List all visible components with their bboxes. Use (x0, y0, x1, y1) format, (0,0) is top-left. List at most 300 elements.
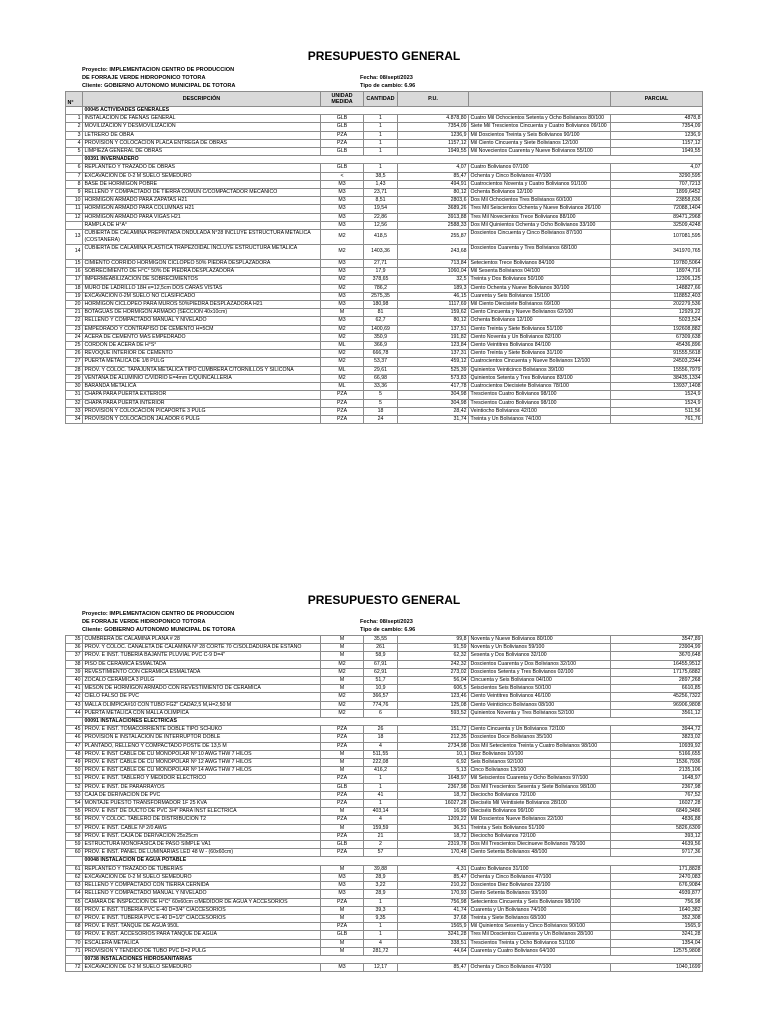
row-number: 36 (66, 644, 83, 652)
col-description-header: DESCRIPCIÓN (83, 92, 321, 107)
row-description: EXCAVACION DE 0-2 M SUELO SEMEDURO (83, 873, 321, 881)
row-number: 58 (66, 832, 83, 840)
row-unit-price: 32,5 (398, 276, 469, 284)
row-partial: 10939,92 (611, 742, 703, 750)
row-quantity: 6 (364, 709, 398, 717)
row-unit: GLB (321, 783, 364, 791)
row-number: 20 (66, 301, 83, 309)
row-number: 9 (66, 189, 83, 197)
table-row (66, 890, 703, 898)
row-unit: PZA (321, 391, 364, 399)
row-quantity: 22,86 (364, 213, 398, 221)
row-quantity: 2575,35 (364, 292, 398, 300)
table-row (66, 898, 703, 906)
row-number: 35 (66, 636, 83, 644)
row-price-literal: Veintiocho Bolivianos 42/100 (469, 407, 611, 415)
row-unit-price: 123,46 (398, 693, 469, 701)
row-partial: 4,07 (611, 164, 703, 172)
row-unit: M (321, 824, 364, 832)
row-partial: 2897,268 (611, 677, 703, 685)
row-price-literal: Quinientos Veinticinco Bolivianos 39/100 (469, 366, 611, 374)
row-price-literal: Doscientos Setenta y Tres Bolivianos 02/100 (469, 668, 611, 676)
row-number: 66 (66, 906, 83, 914)
table-row (66, 276, 703, 284)
row-price-literal: Diez Bolivianos 10/100 (469, 750, 611, 758)
row-unit-price: 16027,28 (398, 800, 469, 808)
row-unit-price: 170,48 (398, 849, 469, 857)
row-number: 44 (66, 709, 83, 717)
col-num-header: N° (66, 92, 83, 107)
table-row (66, 775, 703, 783)
row-quantity: 39,3 (364, 906, 398, 914)
row-quantity: 1 (364, 775, 398, 783)
row-number: 46 (66, 734, 83, 742)
row-price-literal: Tres Mil Seiscientos Ochenta y Nueve Bolivianos 26/100 (469, 205, 611, 213)
row-price-literal: Ochenta y Cinco Bolivianos 47/100 (469, 873, 611, 881)
row-unit: M2 (321, 245, 364, 260)
row-unit: M2 (321, 358, 364, 366)
row-number: 33 (66, 407, 83, 415)
row-quantity: 41 (364, 791, 398, 799)
row-unit-price: 1060,04 (398, 268, 469, 276)
row-quantity: 1 (364, 115, 398, 123)
section-title: 00091 INSTALACIONES ELECTRICAS (83, 718, 703, 726)
row-unit: PZA (321, 734, 364, 742)
row-number: 62 (66, 873, 83, 881)
row-description: PROV. E INST. TUBERIA BAJANTE PLUVIAL PVC C-9 D=4" (83, 652, 321, 660)
row-number (66, 857, 83, 865)
row-description: MONTAJE PUESTO TRANSFORMADOR 1F 25 KVA (83, 800, 321, 808)
row-unit: M2 (321, 325, 364, 333)
row-partial: 4878,8 (611, 115, 703, 123)
row-description: MESON DE HORMIGON ARMADO CON REVESTIMIENTO DE CERAMICA (83, 685, 321, 693)
row-unit-price: 28,42 (398, 407, 469, 415)
row-number: 27 (66, 358, 83, 366)
row-description: REPLANTEO Y TRAZADO DE TUBERIAS (83, 865, 321, 873)
row-partial: 3823,02 (611, 734, 703, 742)
row-price-literal: Tres Mil Doscientos Cuarenta y Un Bolivianos 28/100 (469, 931, 611, 939)
row-quantity: 27,71 (364, 260, 398, 268)
section-title: 00048 INSTALACION DE AGUA POTABLE (83, 857, 703, 865)
table-row (66, 317, 703, 325)
row-description: EXCAVACION DE 0-2 M SUELO SEMEDURO (83, 172, 321, 180)
row-price-literal: Cuatro Bolivianos 07/100 (469, 164, 611, 172)
row-number (66, 955, 83, 963)
row-number: 54 (66, 800, 83, 808)
row-price-literal: Doscientos Doce Bolivianos 35/100 (469, 734, 611, 742)
row-price-literal: Treinta y Dos Bolivianos 50/100 (469, 276, 611, 284)
row-unit-price: 1648,97 (398, 775, 469, 783)
row-quantity: 261 (364, 644, 398, 652)
row-unit-price: 593,52 (398, 709, 469, 717)
row-price-literal: Ciento Treinta y Siete Bolivianos 51/100 (469, 325, 611, 333)
row-number: 25 (66, 342, 83, 350)
table-row (66, 415, 703, 423)
row-quantity: 3,22 (364, 882, 398, 890)
row-number: 42 (66, 693, 83, 701)
row-number: 5 (66, 148, 83, 156)
row-number: 71 (66, 947, 83, 955)
row-price-literal: Ciento Ochenta y Nueve Bolivianos 30/100 (469, 284, 611, 292)
section-row (66, 156, 703, 164)
row-quantity: 159,59 (364, 824, 398, 832)
row-description: CORDON DE ACERA DE H°S° (83, 342, 321, 350)
row-price-literal: Cuatro Mil Ochocientos Setenta y Ocho Bolivianos 80/100 (469, 115, 611, 123)
row-unit: PZA (321, 791, 364, 799)
row-price-literal: Mil Seiscientos Cuarenta y Ocho Bolivianos 97/100 (469, 775, 611, 783)
section-title: 00738 INSTALACIONES HIDROSANITARIAS (83, 955, 703, 963)
table-row (66, 816, 703, 824)
row-description: PISO DE CERAMICA ESMALTADA (83, 660, 321, 668)
row-number: 21 (66, 309, 83, 317)
row-partial: 12575,9808 (611, 947, 703, 955)
row-partial: 5826,6309 (611, 824, 703, 832)
row-price-literal: Cuatrocientos Noventa y Cuatro Bolivianos 91/100 (469, 180, 611, 188)
row-partial: 118852,403 (611, 292, 703, 300)
row-unit-price: 123,84 (398, 342, 469, 350)
row-description: PROVISION Y COLOCACION JALADOR 6 PULG (83, 415, 321, 423)
row-description: CHAPA PARA PUERTA EXTERIOR (83, 391, 321, 399)
row-description: PUERTA METALICA CON MALLA OLIMPICA (83, 709, 321, 717)
row-price-literal: Trescientos Treinta y Ocho Bolivianos 51/100 (469, 939, 611, 947)
row-partial: 3670,648 (611, 652, 703, 660)
row-unit-price: 85,47 (398, 873, 469, 881)
table-row (66, 939, 703, 947)
row-price-literal: Ochenta y Cinco Bolivianos 47/100 (469, 172, 611, 180)
table-row (66, 383, 703, 391)
row-partial: 707,7213 (611, 180, 703, 188)
row-description: PROV. E INST. TABLERO Y MEDIDOR ELECTRICO (83, 775, 321, 783)
section-row (66, 857, 703, 865)
row-partial: 1524,9 (611, 391, 703, 399)
table-row (66, 791, 703, 799)
row-unit: M2 (321, 660, 364, 668)
row-unit: M (321, 865, 364, 873)
row-unit: M (321, 652, 364, 660)
row-description: PROV. E INST. CABLE Nº 2/0 AWG (83, 824, 321, 832)
row-unit: M (321, 939, 364, 947)
row-description: PROV. E INST. DE PARARRAYOS (83, 783, 321, 791)
row-number: 63 (66, 882, 83, 890)
row-quantity: 180,98 (364, 301, 398, 309)
row-number: 28 (66, 366, 83, 374)
row-unit-price: 1236,9 (398, 131, 469, 139)
row-unit: M3 (321, 221, 364, 229)
table-row (66, 882, 703, 890)
row-unit-price: 10,1 (398, 750, 469, 758)
row-unit-price: 80,12 (398, 317, 469, 325)
table-row (66, 180, 703, 188)
row-price-literal: Cuatrocientos Cincuenta y Nueve Bolivianos 12/100 (469, 358, 611, 366)
exchange-rate-line: Tipo de cambio: 6.96 (360, 627, 416, 633)
row-number: 69 (66, 931, 83, 939)
row-unit: M3 (321, 180, 364, 188)
row-price-literal: Cinco Bolivianos 13/100 (469, 767, 611, 775)
row-partial: 1354,04 (611, 939, 703, 947)
row-price-literal: Treinta y Seis Bolivianos 51/100 (469, 824, 611, 832)
row-unit: M3 (321, 260, 364, 268)
row-number: 52 (66, 783, 83, 791)
row-number: 6 (66, 164, 83, 172)
row-number: 3 (66, 131, 83, 139)
row-unit: PZA (321, 816, 364, 824)
row-number: 32 (66, 399, 83, 407)
row-quantity: 366,57 (364, 693, 398, 701)
col-partial-header: PARCIAL (611, 92, 703, 107)
row-description: MALLA OLIMPICA#10 CON TUBO FG2" CADA2,5 M,H=2,50 M (83, 701, 321, 709)
row-description: PROVISION Y COLOCACION PLACA ENTREGA DE OBRAS (83, 139, 321, 147)
col-quantity-header: CANTIDAD (364, 92, 398, 107)
row-unit: GLB (321, 123, 364, 131)
row-partial: 148827,66 (611, 284, 703, 292)
row-description: VENTANA DE ALUMINIO C/VIDRIO E=4mm C/QUINCALLERIA (83, 374, 321, 382)
row-partial: 1640,382 (611, 906, 703, 914)
row-number: 31 (66, 391, 83, 399)
table-row (66, 906, 703, 914)
row-partial: 18974,716 (611, 268, 703, 276)
row-quantity: 418,5 (364, 230, 398, 245)
row-number: 15 (66, 260, 83, 268)
row-description: CIMIENTO CORRIDO HORMIGON CICLOPEO 50% PIEDRA DESPLAZADORA (83, 260, 321, 268)
row-description: CUBIERTA DE CALAMINA PLASTICA TRAPEZOIDAL INCLUYE ESTRUCTURA METALICA (83, 245, 321, 260)
table-row (66, 399, 703, 407)
row-partial: 202279,536 (611, 301, 703, 309)
row-unit-price: 2803,6 (398, 197, 469, 205)
row-number: 72 (66, 964, 83, 972)
row-partial: 15556,7979 (611, 366, 703, 374)
table-row (66, 301, 703, 309)
row-description: RELLENO Y COMPACTADO DE TIERRA COMUN C/COMPACTADOR MECANICO (83, 189, 321, 197)
row-unit-price: 56,04 (398, 677, 469, 685)
table-row (66, 123, 703, 131)
row-unit: M3 (321, 301, 364, 309)
table-row (66, 197, 703, 205)
row-partial: 19780,5064 (611, 260, 703, 268)
row-number: 24 (66, 333, 83, 341)
row-quantity: 35,55 (364, 636, 398, 644)
section-title: 00045 ACTIVIDADES GENERALES (83, 107, 703, 115)
row-unit: M (321, 808, 364, 816)
table-row (66, 374, 703, 382)
row-quantity: 57 (364, 849, 398, 857)
row-description: MOVILIZACION Y DESMOVILIZACION (83, 123, 321, 131)
row-unit: M3 (321, 197, 364, 205)
table-row (66, 205, 703, 213)
row-number: 7 (66, 172, 83, 180)
row-partial: 511,56 (611, 407, 703, 415)
row-quantity: 67,91 (364, 660, 398, 668)
row-price-literal: Sesenta y Dos Bolivianos 32/100 (469, 652, 611, 660)
row-price-literal: Treinta y Un Bolivianos 74/100 (469, 415, 611, 423)
row-unit-price: 4,31 (398, 865, 469, 873)
row-partial: 67309,638 (611, 333, 703, 341)
row-partial: 2367,98 (611, 783, 703, 791)
table-row (66, 931, 703, 939)
table-row (66, 865, 703, 873)
row-number (66, 107, 83, 115)
row-quantity: 29,61 (364, 366, 398, 374)
row-unit: M (321, 759, 364, 767)
client-line: Cliente: GOBIERNO AUTONOMO MUNICIPAL DE TOTORA (82, 627, 236, 633)
row-unit: PZA (321, 399, 364, 407)
row-description: PROVISION Y COLOCACION PICAPORTE 3 PULG (83, 407, 321, 415)
table-row (66, 245, 703, 260)
row-unit-price: 5,13 (398, 767, 469, 775)
row-price-literal: Cincuenta y Seis Bolivianos 04/100 (469, 677, 611, 685)
row-price-literal: Ciento Setenta Bolivianos 93/100 (469, 890, 611, 898)
row-quantity: 23,71 (364, 189, 398, 197)
row-price-literal: Trescientos Cuatro Bolivianos 98/100 (469, 399, 611, 407)
row-price-literal: Mil Novecientos Cuarenta y Nueve Bolivianos 55/100 (469, 148, 611, 156)
row-quantity: 19,54 (364, 205, 398, 213)
row-number: 40 (66, 677, 83, 685)
row-unit: M2 (321, 276, 364, 284)
row-partial: 171,8828 (611, 865, 703, 873)
row-partial: 3944,72 (611, 726, 703, 734)
table-row (66, 767, 703, 775)
row-number: 47 (66, 742, 83, 750)
row-number: 43 (66, 701, 83, 709)
row-description: PROV. E INST. TANQUE DE AGUA 950L (83, 923, 321, 931)
row-unit-price: 125,08 (398, 701, 469, 709)
row-unit-price: 573,83 (398, 374, 469, 382)
row-price-literal: Doscientos Cuarenta y Tres Bolivianos 68/100 (469, 245, 611, 260)
row-description: ESCALERA METALICA (83, 939, 321, 947)
row-price-literal: Mil Doscientos Treinta y Seis Bolivianos 90/100 (469, 131, 611, 139)
row-unit: PZA (321, 923, 364, 931)
row-unit-price: 304,98 (398, 399, 469, 407)
row-partial: 91555,5618 (611, 350, 703, 358)
row-unit-price: 41,74 (398, 906, 469, 914)
row-unit-price: 242,32 (398, 660, 469, 668)
row-price-literal: Dos Mil Setecientos Treinta y Cuatro Bolivianos 98/100 (469, 742, 611, 750)
row-unit: PZA (321, 800, 364, 808)
row-unit: GLB (321, 148, 364, 156)
row-partial: 4836,88 (611, 816, 703, 824)
row-description: HORMIGON ARMADO PARA COLUMNAS H21 (83, 205, 321, 213)
row-unit-price: 4,07 (398, 164, 469, 172)
row-number: 13 (66, 230, 83, 245)
row-unit-price: 46,15 (398, 292, 469, 300)
row-number: 16 (66, 268, 83, 276)
row-description: PROV. E INST CABLE DE CU MONOPOLAR Nº 14 AWG THW 7 HILOS (83, 767, 321, 775)
row-price-literal: Setecientos Cincuenta y Seis Bolivianos 98/100 (469, 898, 611, 906)
row-partial: 1899,6452 (611, 189, 703, 197)
row-partial: 2470,083 (611, 873, 703, 881)
row-unit: PZA (321, 726, 364, 734)
row-price-literal: Doscientos Cuarenta y Dos Bolivianos 32/100 (469, 660, 611, 668)
row-description: LIMPIEZA GENERAL DE OBRAS (83, 148, 321, 156)
row-unit: M3 (321, 213, 364, 221)
row-unit: M2 (321, 709, 364, 717)
row-number: 49 (66, 759, 83, 767)
row-quantity: 1,43 (364, 180, 398, 188)
row-number: 55 (66, 808, 83, 816)
row-quantity: 12,17 (364, 964, 398, 972)
table-row (66, 366, 703, 374)
row-description: EXCAVACION DE 0-2 M SUELO SEMEDURO (83, 964, 321, 972)
row-price-literal: Doscientos Cincuenta y Cinco Bolivianos 87/100 (469, 230, 611, 245)
row-unit: PZA (321, 415, 364, 423)
row-description: EXCAVACION 0-2M SUELO NO CLASIFICADO (83, 292, 321, 300)
row-description: PROVISION E INSTALACION DE INTERRUPTOR DOBLE (83, 734, 321, 742)
row-number: 39 (66, 668, 83, 676)
row-price-literal: Cuarenta y Seis Bolivianos 15/100 (469, 292, 611, 300)
row-unit: M3 (321, 873, 364, 881)
row-unit-price: 494,91 (398, 180, 469, 188)
row-unit: M3 (321, 317, 364, 325)
row-description: CHAPA PARA PUERTA INTERIOR (83, 399, 321, 407)
row-quantity: 4 (364, 939, 398, 947)
row-unit-price: 273,02 (398, 668, 469, 676)
row-partial: 4639,56 (611, 841, 703, 849)
table-row (66, 668, 703, 676)
row-number: 12 (66, 213, 83, 221)
row-number: 70 (66, 939, 83, 947)
row-unit: M2 (321, 284, 364, 292)
row-quantity: 12,56 (364, 221, 398, 229)
row-partial: 23904,99 (611, 644, 703, 652)
table-row (66, 391, 703, 399)
row-unit: M3 (321, 205, 364, 213)
row-partial: 13937,1408 (611, 383, 703, 391)
row-unit: GLB (321, 115, 364, 123)
row-partial: 341970,765 (611, 245, 703, 260)
row-quantity: 416,2 (364, 767, 398, 775)
table-row (66, 824, 703, 832)
row-price-literal: Dos Mil Trescientos Diecinueve Bolivianos 78/100 (469, 841, 611, 849)
section-row (66, 718, 703, 726)
row-quantity: 1 (364, 931, 398, 939)
project-line-2: DE FORRAJE VERDE HIDROPONICO TOTORA (82, 75, 206, 81)
document-title: PRESUPUESTO GENERAL (307, 593, 461, 607)
row-quantity: 1 (364, 131, 398, 139)
table-row (66, 734, 703, 742)
row-unit: ML (321, 383, 364, 391)
row-number: 45 (66, 726, 83, 734)
row-description: PROV. E INST CABLE DE CU MONOPOLAR Nº 10 AWG THW 7 HILOS (83, 750, 321, 758)
row-quantity: 786,2 (364, 284, 398, 292)
table-row (66, 750, 703, 758)
row-price-literal: Noventa y Nueve Bolivianos 80/100 (469, 636, 611, 644)
row-unit-price: 7354,09 (398, 123, 469, 131)
table-row (66, 914, 703, 922)
row-unit: M2 (321, 230, 364, 245)
budget-table (65, 91, 703, 424)
table-row (66, 292, 703, 300)
client-line: Cliente: GOBIERNO AUTONOMO MUNICIPAL DE TOTORA (82, 83, 236, 89)
table-row (66, 172, 703, 180)
row-unit: M3 (321, 292, 364, 300)
row-partial: 1524,9 (611, 399, 703, 407)
row-unit: PZA (321, 742, 364, 750)
row-description: CAMARA DE INSPECCION DE H°C° 60x60cm c/MEDIDOR DE AGUA Y ACCESORIOS (83, 898, 321, 906)
row-description: RELLENO Y COMPACTADO CON TIERRA CERNIDA (83, 882, 321, 890)
budget-table (65, 635, 703, 972)
row-quantity: 9,35 (364, 914, 398, 922)
exchange-rate-line: Tipo de cambio: 6.96 (360, 83, 416, 89)
row-unit: M2 (321, 668, 364, 676)
row-unit-price: 85,47 (398, 172, 469, 180)
row-unit-price: 18,72 (398, 791, 469, 799)
table-row (66, 660, 703, 668)
row-unit-price: 170,93 (398, 890, 469, 898)
row-description: PROV. E INST. TOMACORRIENTE DOBLE TIPO SCHUKO (83, 726, 321, 734)
row-partial: 12929,22 (611, 309, 703, 317)
row-price-literal: Noventa y Un Bolivianos 59/100 (469, 644, 611, 652)
row-quantity: 66,98 (364, 374, 398, 382)
table-row (66, 325, 703, 333)
